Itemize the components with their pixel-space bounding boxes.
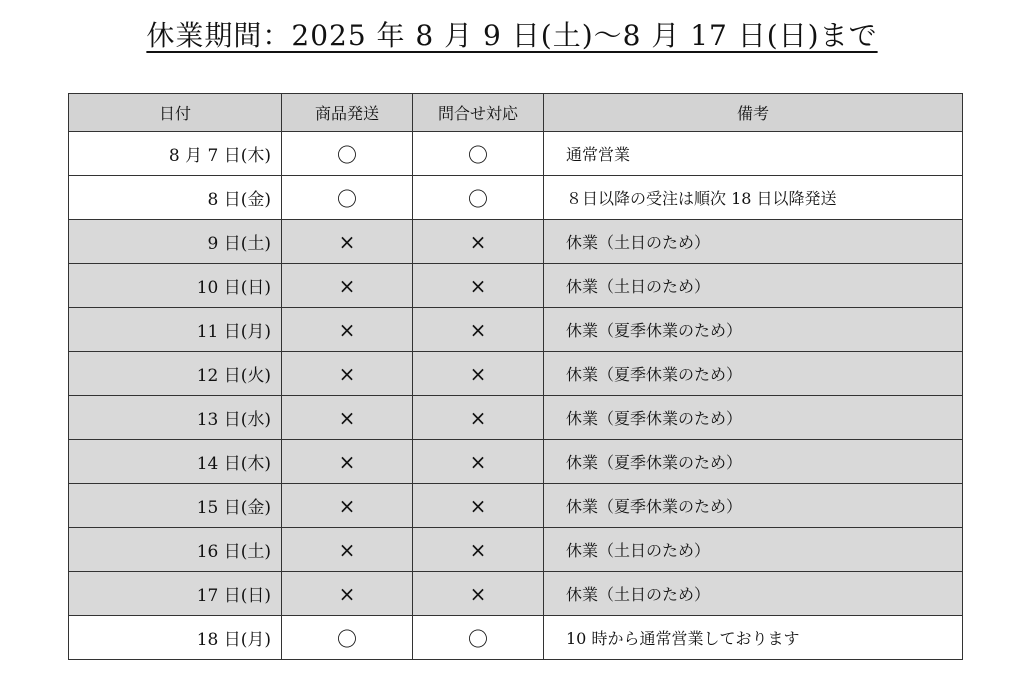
cell-shipping-status: 〇 bbox=[282, 176, 413, 220]
cell-note: 休業（夏季休業のため） bbox=[544, 396, 963, 440]
cell-note: 10 時から通常営業しております bbox=[544, 616, 963, 660]
cell-inquiry-status: × bbox=[413, 396, 544, 440]
cell-shipping-status: 〇 bbox=[282, 616, 413, 660]
table-row bbox=[69, 572, 963, 616]
cell-note: 休業（夏季休業のため） bbox=[544, 352, 963, 396]
cell-note: 休業（土日のため） bbox=[544, 264, 963, 308]
cell-inquiry-status: × bbox=[413, 264, 544, 308]
cell-date: 14 日(木) bbox=[69, 440, 282, 484]
cell-date: 13 日(水) bbox=[69, 396, 282, 440]
cell-date: 18 日(月) bbox=[69, 616, 282, 660]
cell-shipping-status: × bbox=[282, 264, 413, 308]
table-row bbox=[69, 528, 963, 572]
table-row bbox=[69, 396, 963, 440]
cell-note: 休業（土日のため） bbox=[544, 220, 963, 264]
table-row bbox=[69, 352, 963, 396]
cell-inquiry-status: × bbox=[413, 308, 544, 352]
cell-shipping-status: × bbox=[282, 352, 413, 396]
cell-shipping-status: × bbox=[282, 484, 413, 528]
table-header-row bbox=[69, 94, 963, 132]
cell-date: 16 日(土) bbox=[69, 528, 282, 572]
cell-date: 8 月 7 日(木) bbox=[69, 132, 282, 176]
cell-inquiry-status: 〇 bbox=[413, 176, 544, 220]
cell-shipping-status: × bbox=[282, 440, 413, 484]
cell-note: 通常営業 bbox=[544, 132, 963, 176]
cell-note: 休業（土日のため） bbox=[544, 528, 963, 572]
table-row bbox=[69, 616, 963, 660]
cell-date: 10 日(日) bbox=[69, 264, 282, 308]
cell-shipping-status: × bbox=[282, 308, 413, 352]
cell-date: 17 日(日) bbox=[69, 572, 282, 616]
cell-shipping-status: 〇 bbox=[282, 132, 413, 176]
table-row bbox=[69, 220, 963, 264]
table-row bbox=[69, 308, 963, 352]
cell-shipping-status: × bbox=[282, 528, 413, 572]
header-inquiry: 問合せ対応 bbox=[413, 94, 544, 132]
cell-note: 休業（夏季休業のため） bbox=[544, 484, 963, 528]
header-shipping: 商品発送 bbox=[282, 94, 413, 132]
table-row bbox=[69, 176, 963, 220]
cell-shipping-status: × bbox=[282, 572, 413, 616]
table-row bbox=[69, 132, 963, 176]
table-row bbox=[69, 440, 963, 484]
cell-inquiry-status: × bbox=[413, 572, 544, 616]
cell-note: 休業（夏季休業のため） bbox=[544, 308, 963, 352]
table-row bbox=[69, 264, 963, 308]
cell-inquiry-status: 〇 bbox=[413, 616, 544, 660]
cell-date: 8 日(金) bbox=[69, 176, 282, 220]
holiday-schedule-table bbox=[68, 93, 963, 660]
cell-inquiry-status: × bbox=[413, 440, 544, 484]
cell-date: 9 日(土) bbox=[69, 220, 282, 264]
table-row bbox=[69, 484, 963, 528]
cell-shipping-status: × bbox=[282, 220, 413, 264]
cell-inquiry-status: × bbox=[413, 484, 544, 528]
header-note: 備考 bbox=[544, 94, 963, 132]
cell-note: ８日以降の受注は順次 18 日以降発送 bbox=[544, 176, 963, 220]
page-title: 休業期間：2025 年 8 月 9 日(土)〜8 月 17 日(日)まで bbox=[146, 19, 878, 52]
cell-date: 11 日(月) bbox=[69, 308, 282, 352]
header-date: 日付 bbox=[69, 94, 282, 132]
cell-inquiry-status: × bbox=[413, 220, 544, 264]
cell-date: 12 日(火) bbox=[69, 352, 282, 396]
cell-inquiry-status: 〇 bbox=[413, 132, 544, 176]
cell-shipping-status: × bbox=[282, 396, 413, 440]
cell-note: 休業（夏季休業のため） bbox=[544, 440, 963, 484]
cell-inquiry-status: × bbox=[413, 528, 544, 572]
cell-note: 休業（土日のため） bbox=[544, 572, 963, 616]
cell-inquiry-status: × bbox=[413, 352, 544, 396]
cell-date: 15 日(金) bbox=[69, 484, 282, 528]
